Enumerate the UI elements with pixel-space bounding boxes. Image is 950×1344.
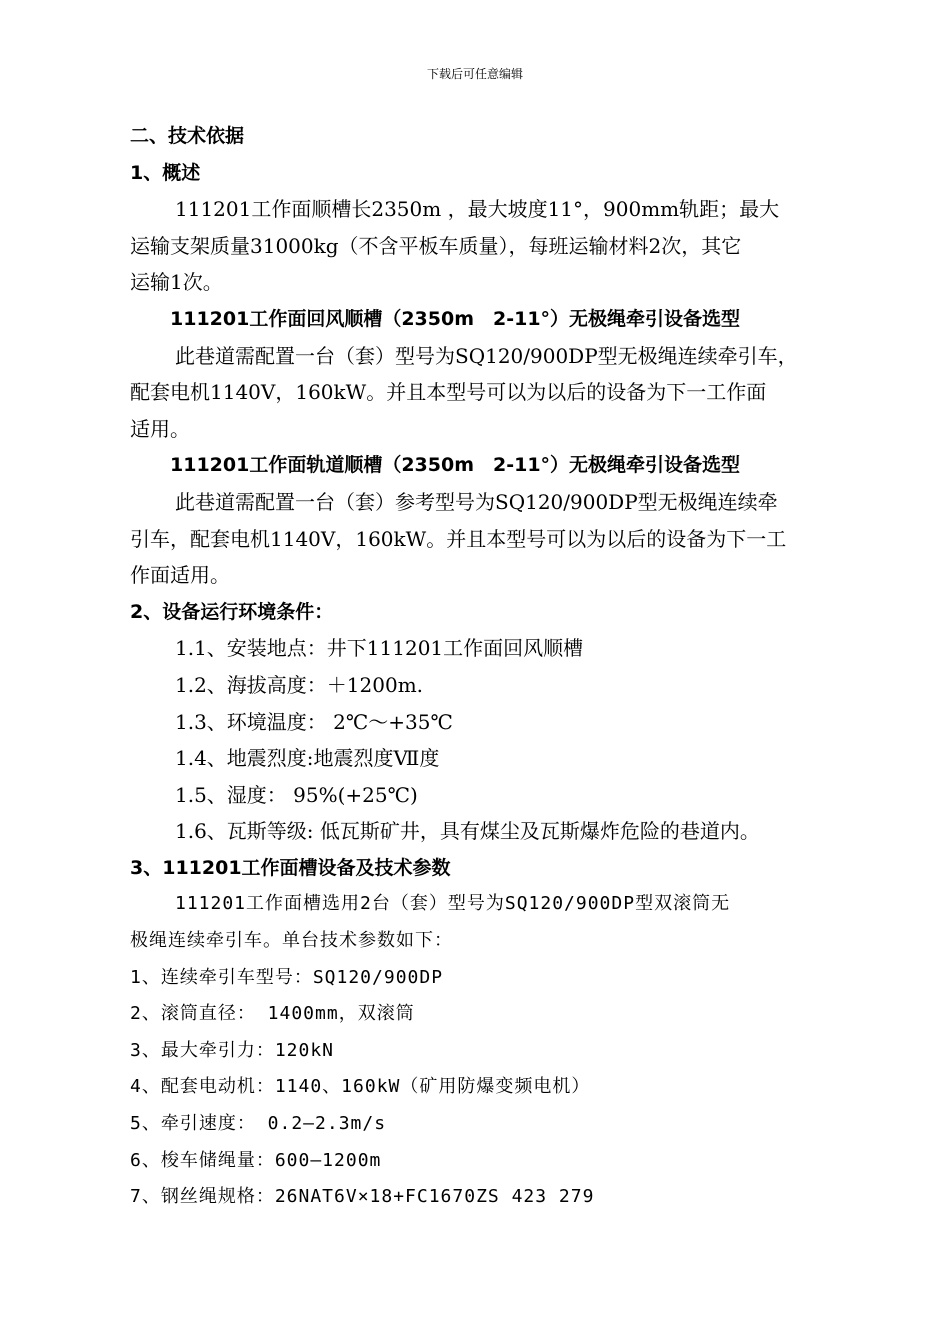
paragraph-line: 运输支架质量31000kg（不含平板车质量），每班运输材料2次，其它 bbox=[130, 233, 742, 258]
subsection-heading-environment: 2、设备运行环境条件： bbox=[130, 600, 334, 623]
paragraph-line: 适用。 bbox=[130, 416, 190, 441]
paragraph-line: 引车，配套电机1140V，160kW。并且本型号可以为以后的设备为下一工 bbox=[130, 526, 787, 551]
subsection-heading-equipment-params: 3、111201工作面槽设备及技术参数 bbox=[130, 856, 451, 879]
paragraph-line: 111201工作面顺槽长2350m ，最大坡度11°，900mm轨距；最大 bbox=[175, 197, 780, 222]
list-item: 5、牵引速度： 0.2—2.3m/s bbox=[130, 1113, 387, 1135]
list-item: 1.6、瓦斯等级: 低瓦斯矿井，具有煤尘及瓦斯爆炸危险的巷道内。 bbox=[175, 819, 760, 844]
list-item: 1.3、环境温度： 2℃～+35℃ bbox=[175, 709, 453, 734]
list-item: 3、最大牵引力：120kN bbox=[130, 1039, 335, 1061]
list-item: 1.1、安装地点：井下111201工作面回风顺槽 bbox=[175, 636, 584, 661]
paragraph-line: 极绳连续牵引车。单台技术参数如下： bbox=[130, 930, 453, 952]
paragraph-line: 配套电机1140V，160kW。并且本型号可以为以后的设备为下一工作面 bbox=[130, 380, 767, 405]
list-item: 1.4、地震烈度:地震烈度Ⅶ度 bbox=[175, 746, 440, 771]
page-header: 下载后可任意编辑 bbox=[426, 67, 523, 81]
list-item: 4、配套电动机：1140、160kW（矿用防爆变频电机） bbox=[130, 1076, 591, 1098]
paragraph-line: 此巷道需配置一台（套）参考型号为SQ120/900DP型无极绳连续牵 bbox=[175, 489, 778, 514]
list-item: 7、钢丝绳规格：26NAT6V×18+FC1670ZS 423 279 bbox=[130, 1186, 595, 1208]
paragraph-line: 此巷道需配置一台（套）型号为SQ120/900DP型无极绳连续牵引车， bbox=[175, 343, 798, 368]
paragraph-line: 作面适用。 bbox=[130, 563, 230, 588]
subsection-heading-overview: 1、概述 bbox=[130, 161, 201, 184]
list-item: 2、滚筒直径： 1400mm，双滚筒 bbox=[130, 1003, 415, 1025]
list-item: 1、连续牵引车型号：SQ120/900DP bbox=[130, 966, 444, 988]
paragraph-line: 111201工作面槽选用2台（套）型号为SQ120/900DP型双滚筒无 bbox=[175, 893, 731, 915]
subheading-return-airway: 111201工作面回风顺槽（2350m 2-11°）无极绳牵引设备选型 bbox=[170, 307, 741, 330]
list-item: 1.5、湿度： 95%(+25℃) bbox=[175, 782, 418, 807]
paragraph-line: 运输1次。 bbox=[130, 270, 223, 295]
list-item: 1.2、海拔高度：＋1200m. bbox=[175, 672, 424, 697]
section-heading-technical-basis: 二、技术依据 bbox=[130, 125, 245, 147]
document-body bbox=[130, 118, 840, 1216]
subheading-track-airway: 111201工作面轨道顺槽（2350m 2-11°）无极绳牵引设备选型 bbox=[170, 454, 741, 477]
list-item: 6、梭车储绳量：600—1200m bbox=[130, 1149, 382, 1171]
